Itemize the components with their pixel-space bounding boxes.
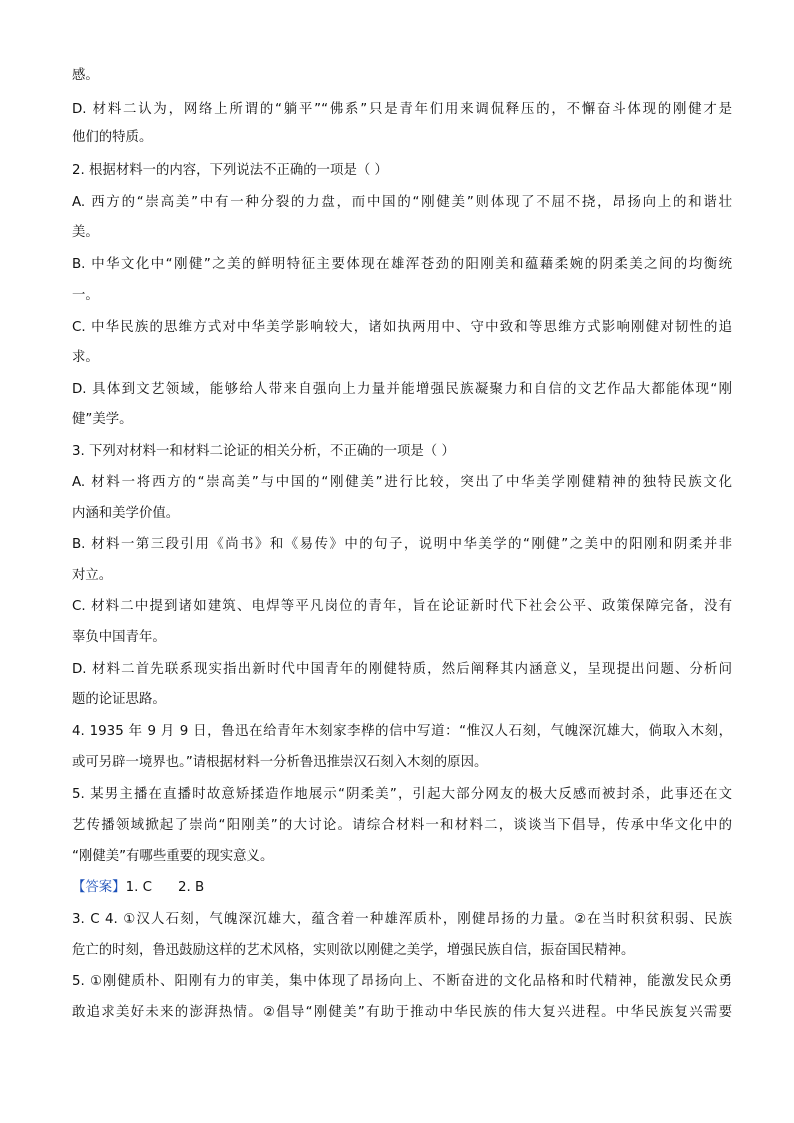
question-3-stem: 3. 下列对材料一和材料二论证的相关分析，不正确的一项是（ ）: [72, 444, 455, 459]
text-line: 感。: [72, 68, 99, 83]
question-3-option-d: D. 材料二首先联系现实指出新时代中国青年的刚健特质，然后阐释其内涵意义，呈现提出问题、分析问: [72, 662, 732, 677]
question-2-option-b: B. 中华文化中“刚健”之美的鲜明特征主要体现在雄浑苍劲的阳刚美和蕴藉柔婉的阴柔美之间的均衡统: [72, 257, 732, 272]
question-2-option-c: C. 中华民族的思维方式对中华美学影响较大，诸如执两用中、守中致和等思维方式影响刚健对韧性的追: [72, 320, 732, 335]
text-line: 艺传播领域掀起了崇尚“阳刚美”的大讨论。请综合材料一和材料二，谈谈当下倡导，传承中华文化中的: [72, 818, 732, 833]
text-line: 内涵和美学价值。: [72, 506, 180, 521]
text-line: 一。: [72, 288, 99, 303]
text-line: 美。: [72, 225, 99, 240]
question-3-option-b: B. 材料一第三段引用《尚书》和《易传》中的句子，说明中华美学的“刚健”之美中的阳刚和阴柔并非: [72, 537, 732, 552]
answer-line: 危亡的时刻，鲁迅鼓励这样的艺术风格，实则欲以刚健之美学，增强民族自信，振奋国民精神。: [72, 943, 635, 958]
question-5-stem: 5. 某男主播在直播时故意矫揉造作地展示“阴柔美”，引起大部分网友的极大反感而被封杀，此事还在文: [72, 787, 732, 802]
text-line: 他们的特质。: [72, 130, 153, 145]
text-line: 健”美学。: [72, 412, 133, 427]
text-line: D. 材料二认为，网络上所谓的“躺平”“佛系”只是青年们用来调侃释压的，不懈奋斗体现的刚健才是: [72, 102, 732, 117]
question-3-option-a: A. 材料一将西方的“崇高美”与中国的“刚健美”进行比较，突出了中华美学刚健精神的独特民族文化: [72, 475, 732, 490]
answer-line: 5. ①刚健质朴、阳刚有力的审美，集中体现了昂扬向上、不断奋进的文化品格和时代精神，能激发民众勇: [72, 974, 732, 989]
text-line: 题的论证思路。: [72, 692, 166, 707]
text-line: 对立。: [72, 568, 113, 583]
question-3-option-c: C. 材料二中提到诸如建筑、电焊等平凡岗位的青年，旨在论证新时代下社会公平、政策保障完备，没有: [72, 599, 732, 614]
question-2-option-a: A. 西方的“崇高美”中有一种分裂的力盘，而中国的“刚健美”则体现了不屈不挠，昂扬向上的和谐壮: [72, 195, 732, 210]
text-line: 求。: [72, 350, 99, 365]
question-4-stem: 4. 1935 年 9 月 9 日，鲁迅在给青年木刻家李桦的信中写道：“惟汉人石刻，气魄深沉雄大，倘取入木刻，: [72, 724, 732, 739]
answer-line: 敢追求美好未来的澎湃热情。②倡导“刚健美”有助于推动中华民族的伟大复兴进程。中华民族复兴需要: [72, 1005, 732, 1020]
question-2-option-d: D. 具体到文艺领域，能够给人带来自强向上力量并能增强民族凝聚力和自信的文艺作品大都能体现“刚: [72, 382, 732, 397]
text-line: “刚健美”有哪些重要的现实意义。: [72, 849, 274, 864]
answer-tag: 【答案】: [72, 880, 126, 895]
question-2-stem: 2. 根据材料一的内容，下列说法不正确的一项是（ ）: [72, 163, 388, 178]
answer-line: 3. C 4. ①汉人石刻，气魄深沉雄大，蕴含着一种雄浑质朴，刚健昂扬的力量。②在当时积贫积弱、民族: [72, 912, 732, 927]
text-line: 辜负中国青年。: [72, 630, 166, 645]
answer-1: 1. C: [125, 880, 152, 895]
answer-2: 2. B: [177, 880, 205, 895]
answer-line: [72, 878, 732, 898]
text-line: 或可另辟一境界也。”请根据材料一分析鲁迅推崇汉石刻入木刻的原因。: [72, 755, 488, 770]
